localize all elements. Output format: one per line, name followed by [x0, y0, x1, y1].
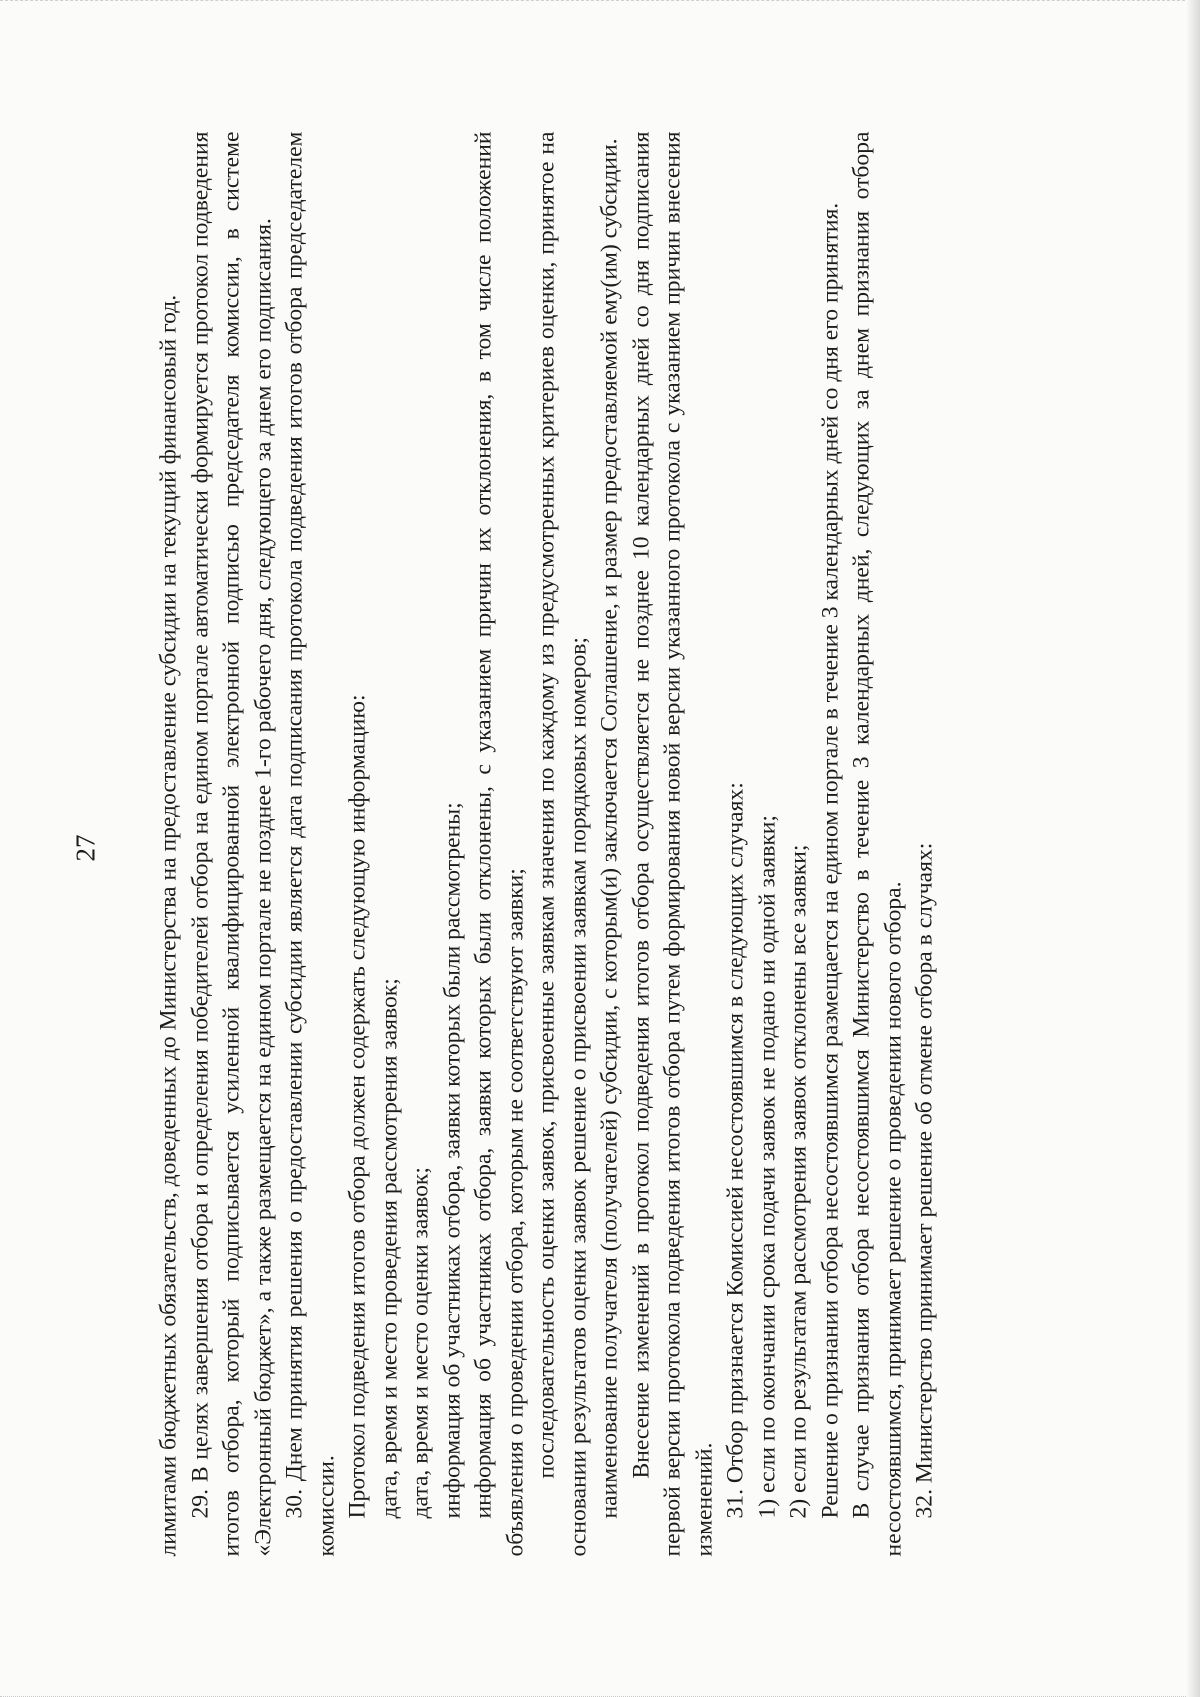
paragraph-30: 30. Днем принятия решения о предоставлении субсидии является дата подписания протокола подведения итогов отбора председателем комиссии.	[281, 131, 339, 1557]
paragraph: Протокол подведения итогов отбора должен содержать следующую информацию:	[344, 694, 371, 1519]
document-body	[154, 132, 942, 1557]
paragraph: В случае признания отбора несостоявшимся Министерство в течение 3 календарных дней, следующих за днем признания отбора несостоявшимся, принимает решение о проведении нового отбора.	[848, 131, 906, 1557]
list-item: 2) если по результатам рассмотрения заявок отклонены все заявки;	[785, 844, 812, 1519]
paragraph: Решение о признании отбора несостоявшимся размещается на едином портале в течение 3 календарных дней со дня его принятия.	[817, 202, 843, 1519]
paragraph: лимитами бюджетных обязательств, доведенных до Министерства на предоставление субсидии на текущий финансовый год.	[155, 294, 182, 1557]
list-item: 1) если по окончании срока подачи заявок не подано ни одной заявки;	[754, 815, 780, 1519]
paragraph-32: 32. Министерство принимает решение об отмене отбора в случаях:	[911, 842, 938, 1519]
paragraph-29: 29. В целях завершения отбора и определения победителей отбора на едином портале автоматически формируется протокол подведения итогов отбора, который подписывается усиленной квалифицированной электронной подписью председателя комиссии, в системе «Электронный бюджет», а также размещается на едином портале не позднее 1-го рабочего дня, следующего за днем его подписания.	[187, 131, 276, 1557]
page-number: 27	[70, 834, 101, 862]
list-item: дата, время и место оценки заявок;	[407, 1167, 434, 1519]
list-item: информация об участниках отбора, заявки которых были отклонены, с указанием причин их отклонения, в том числе положений объявления о проведении отбора, которым не соответствуют заявки;	[470, 131, 528, 1557]
list-item: наименование получателя (получателей) субсидии, с которым(и) заключается Соглашение, и размер предоставляемой ему(им) субсидии.	[596, 138, 623, 1519]
list-item: дата, время и место проведения рассмотрения заявок;	[376, 978, 402, 1519]
paragraph-31: 31. Отбор признается Комиссией несостоявшимся в следующих случаях:	[722, 782, 749, 1519]
list-item: информация об участниках отбора, заявки которых были рассмотрены;	[439, 802, 465, 1519]
paragraph: Внесение изменений в протокол подведения итогов отбора осуществляется не позднее 10 календарных дней со дня подписания первой версии протокола подведения итогов отбора путем формирования новой версии указанного протокола с указанием причин внесения изменений.	[628, 131, 717, 1557]
list-item: последовательность оценки заявок, присвоенные заявкам значения по каждому из предусмотренных критериев оценки, принятое на основании результатов оценки заявок решение о присвоении заявкам порядковых номеров;	[533, 131, 591, 1557]
rotated-document-page	[1, 0, 1200, 1697]
